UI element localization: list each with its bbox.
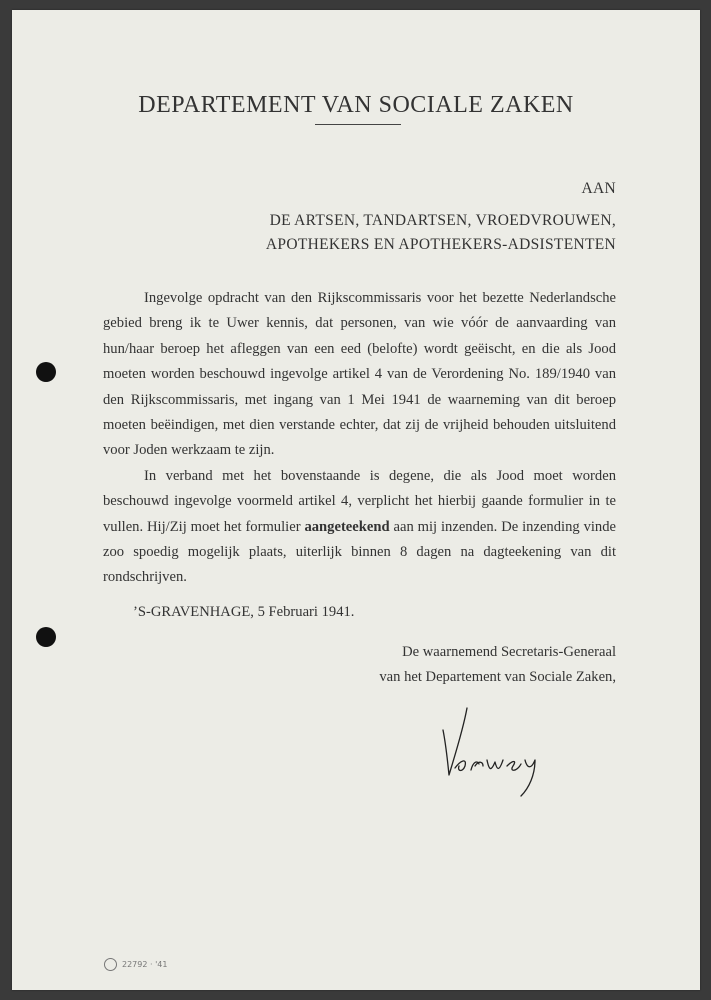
emphasis-aangeteekend: aangeteekend: [304, 518, 390, 535]
addressee-line-1: DE ARTSEN, TANDARTSEN, VROEDVROUWEN,: [269, 212, 616, 229]
body-paragraph-2: In verband met het bovenstaande is degene, die als Jood moet worden beschouwd ingevolge voormeld artikel 4, verplicht het hierbij gaande formulier in te vullen. Hij/Zij moet het formulier aangeteekend aan mij inzenden. De inzending vinde zoo spoedig mogelijk plaats, uiterlijk binnen 8 dagen na dagteekening van dit rondschrijven.: [103, 467, 616, 586]
print-code: 22792 · '41: [122, 960, 168, 969]
punch-hole-top: [36, 362, 56, 382]
title-rule: [315, 124, 401, 125]
letterhead-title: DEPARTEMENT VAN SOCIALE ZAKEN: [138, 92, 574, 118]
handwritten-signature: [437, 700, 557, 800]
addressee-line-2: APOTHEKERS EN APOTHEKERS-ADSISTENTEN: [265, 236, 616, 253]
printer-stamp: [104, 958, 167, 971]
letter-page: [12, 10, 700, 990]
addressee-aan: AAN: [581, 180, 616, 197]
punch-hole-bottom: [36, 627, 56, 647]
signatory-department: van het Departement van Sociale Zaken,: [379, 669, 616, 685]
letter-body: [103, 286, 616, 591]
printer-logo-icon: [104, 958, 117, 971]
place-date: ’S-GRAVENHAGE, 5 Februari 1941.: [133, 604, 355, 620]
body-paragraph-1: Ingevolge opdracht van den Rijkscommissaris voor het bezette Nederlandsche gebied breng ik te Uwer kennis, dat personen, van wie vóór de aanvaarding van hun/haar beroep het afleggen van een eed (belofte) wordt geëischt, en die als Jood moeten worden beschouwd ingevolge artikel 4 van de Verordening No. 189/1940 van den Rijkscommissaris, met ingang van 1 Mei 1941 de waarneming van dit beroep moeten beëindigen, met dien verstande echter, dat zij de vrijheid behouden uitsluitend voor Joden werkzaam te zijn.: [103, 290, 616, 459]
signatory-title: De waarnemend Secretaris-Generaal: [402, 644, 616, 660]
